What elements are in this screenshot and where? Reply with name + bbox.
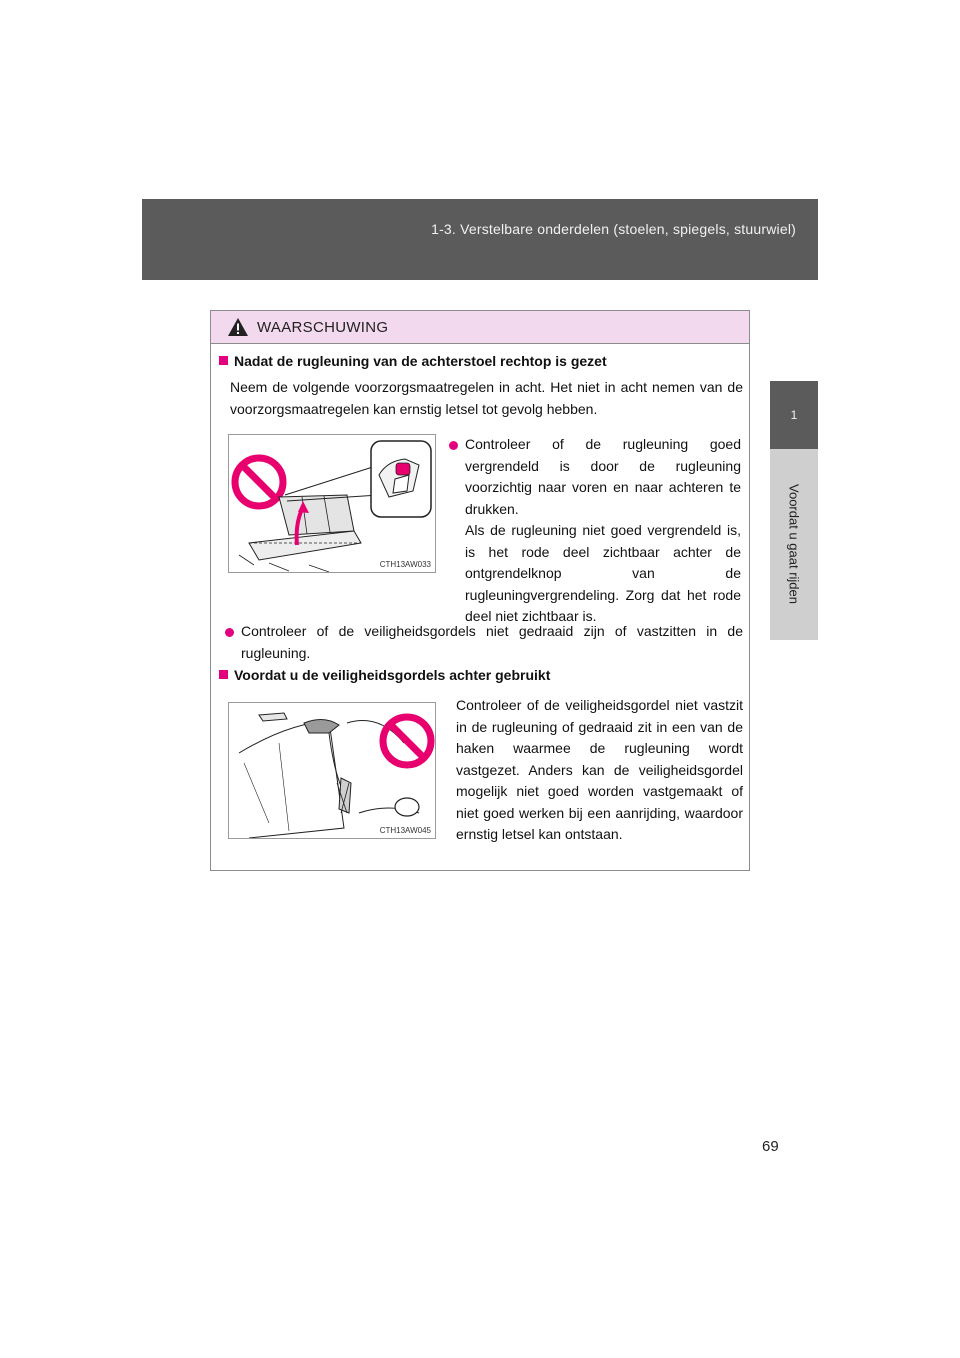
chapter-tab-number bbox=[770, 381, 818, 449]
section-heading bbox=[219, 353, 607, 369]
chapter-label: Voordat u gaat rijden bbox=[786, 484, 802, 604]
square-bullet-icon bbox=[219, 670, 228, 679]
page-number: 69 bbox=[762, 1138, 779, 1155]
warning-header bbox=[211, 311, 749, 344]
figure-code: CTH13AW045 bbox=[379, 826, 431, 835]
figure-backrest-lock bbox=[228, 434, 436, 573]
header-band bbox=[142, 199, 818, 280]
section-heading-text: Nadat de rugleuning van de achterstoel rechtop is gezet bbox=[234, 353, 607, 369]
figure-code: CTH13AW033 bbox=[379, 560, 431, 569]
intro-paragraph: Neem de volgende voorzorgsmaatregelen in acht. Het niet in acht nemen van de voorzorgsmaatregelen kan ernstig letsel tot gevolg hebben. bbox=[230, 379, 743, 417]
belt-hook-paragraph: Controleer of de veiligheidsgordel niet vastzit in de rugleuning of gedraaid zit in een van de haken waarmee de rugleuning wordt vastgezet. Anders kan de veiligheidsgordel mogelijk niet goed worden vastgemaakt of niet goed werken bij een aanrijding, waardoor ernstig letsel kan ontstaan. bbox=[456, 697, 743, 842]
square-bullet-icon bbox=[219, 356, 228, 365]
bullet-check-belts: Controleer of de veiligheidsgordels niet gedraaid zijn of vastzitten in de rugleuning. bbox=[241, 623, 743, 661]
section-heading-text: Voordat u de veiligheidsgordels achter gebruikt bbox=[234, 667, 551, 683]
belt-hook-illustration bbox=[229, 703, 435, 838]
prohibition-icon bbox=[235, 458, 283, 506]
bullet-check-lock: Controleer of de rugleuning goed vergrendeld is door de rugleuning voorzichtig naar voren en naar achteren te drukken. bbox=[465, 436, 741, 517]
prohibition-icon bbox=[383, 717, 431, 765]
backrest-illustration bbox=[229, 435, 435, 572]
section-heading bbox=[219, 667, 550, 683]
dot-bullet-icon bbox=[225, 628, 234, 637]
warning-title: WAARSCHUWING bbox=[257, 318, 389, 336]
warning-box bbox=[210, 310, 750, 871]
chapter-tab-label bbox=[770, 449, 818, 640]
warning-triangle-icon bbox=[227, 317, 249, 337]
bullet-check-lock-continued: Als de rugleuning niet goed vergrendeld is, is het rode deel zichtbaar achter de ontgrendelknop van de rugleuningvergrendeling. Zorg dat het rode deel niet zichtbaar is. bbox=[465, 522, 741, 624]
chapter-number: 1 bbox=[790, 408, 798, 422]
section-header: 1-3. Verstelbare onderdelen (stoelen, spiegels, stuurwiel) bbox=[431, 221, 796, 237]
dot-bullet-icon bbox=[449, 441, 458, 450]
figure-belt-hook bbox=[228, 702, 436, 839]
